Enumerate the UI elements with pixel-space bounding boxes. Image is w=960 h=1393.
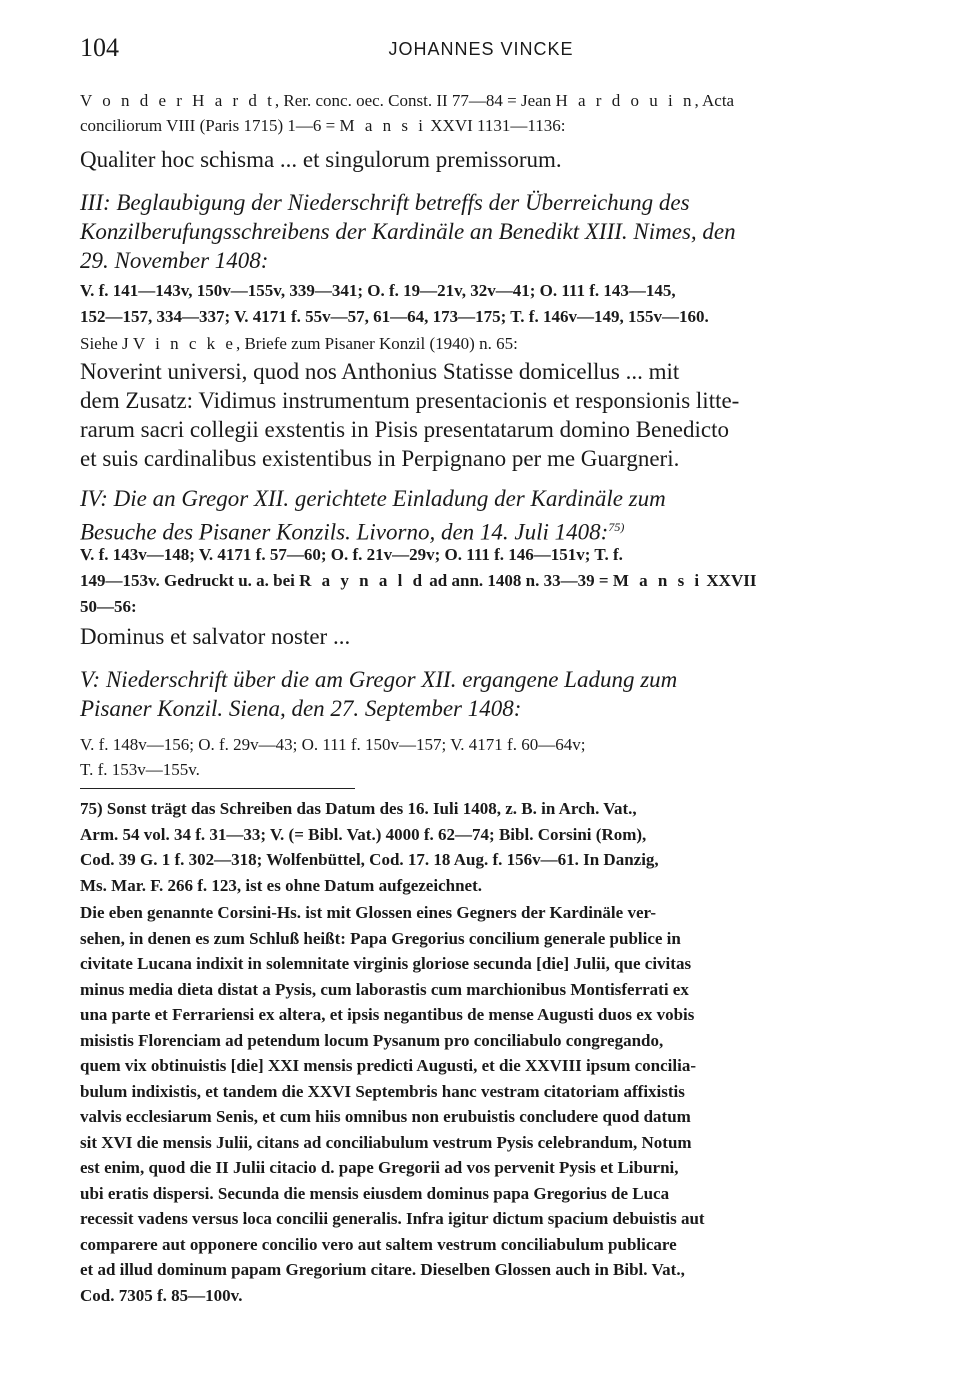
text-line (80, 542, 882, 568)
section-3-see-also (80, 331, 882, 356)
heading-line: IV: Die an Gregor XII. gerichtete Einladung der Kardinäle zum (80, 486, 666, 511)
footnote-paragraph (80, 900, 882, 1308)
text-line: est enim, quod die II Julii citacio d. pape Gregorii ad vos pervenit Pysis et Liburni, (80, 1158, 679, 1177)
text-line: recessit vadens versus loca concilii generalis. Infra igitur dictum spacium debuistis aut (80, 1209, 705, 1228)
text-line: rarum sacri collegii exstentis in Pisis presentatarum domino Benedicto (80, 417, 729, 442)
text-run: M a n s i (612, 571, 703, 590)
text-line: 152—157, 334—337; V. 4171 f. 55v—57, 61—64, 173—175; T. f. 146v—149, 155v—160. (80, 307, 709, 326)
section-3-heading (80, 188, 882, 275)
text-line: minus media dieta distat a Pysis, cum laborastis cum marchionibus Montisferrati ex (80, 979, 689, 999)
section-4-incipit: Dominus et salvator noster ... (80, 624, 351, 649)
section-4-heading (80, 484, 882, 547)
text-run: Siehe J (80, 334, 133, 353)
text-line: Cod. 39 G. 1 f. 302—318; Wolfenbüttel, Cod. 17. 18 Aug. f. 156v—61. In Danzig, (80, 850, 659, 869)
footnote-75 (80, 796, 882, 898)
text-run: , Briefe zum Pisaner Konzil (1940) n. 65: (235, 334, 518, 353)
text-line: Konzilberufungsschreibens der Kardinäle an Benedikt XIII. Nimes, den (80, 219, 736, 244)
text-run: V o n d e r H a r d t (80, 91, 275, 110)
text-run: R a y n a l d (299, 571, 426, 590)
text-line (80, 331, 882, 356)
text-run: , Acta (694, 91, 735, 110)
text-run: XXVI 1131—1136: (426, 116, 566, 135)
text-line: bulum indixistis, et tandem die XXVI Septembris hanc vestram citatoriam affixistis (80, 1081, 685, 1101)
page-header (80, 33, 882, 73)
footnote-rule (80, 788, 355, 789)
text-line: comparere aut opponere concilio vero aut saltem vestrum conciliabulum publicare (80, 1234, 677, 1254)
text-line: III: Beglaubigung der Niederschrift betreffs der Überreichung des (80, 190, 690, 215)
text-line: sit XVI die mensis Julii, citans ad conciliabulum vestrum Pysis celebrandum, Notum (80, 1132, 692, 1152)
footnote-mark: 75) (608, 520, 625, 534)
text-line: Noverint universi, quod nos Anthonius Statisse domicellus ... mit (80, 359, 680, 384)
text-line: civitate Lucana indixit in solemnitate virginis gloriose secunda [die] Julii, que civitas (80, 954, 692, 973)
heading-text: Besuche des Pisaner Konzils. Livorno, den 14. Juli 1408: (80, 519, 609, 545)
text-run: M a n s i (339, 116, 427, 135)
text-line: Arm. 54 vol. 34 f. 31—33; V. (= Bibl. Vat.) 4000 f. 62—74; Bibl. Corsini (Rom), (80, 824, 647, 844)
text-line: Cod. 7305 f. 85—100v. (80, 1285, 243, 1305)
text-line: sehen, in denen es zum Schluß heißt: Papa Gregorius concilium generale publice in (80, 928, 681, 948)
text-line (80, 594, 882, 620)
text-run: , Rer. conc. oec. Const. II 77—84 = Jean (274, 91, 556, 110)
text-line: et ad illud dominum papam Gregorium citare. Dieselben Glossen auch in Bibl. Vat., (80, 1260, 685, 1279)
text-run: H a r d o u i n (555, 91, 695, 110)
text-run: XXVII (702, 571, 757, 590)
text-line: V: Niederschrift über die am Gregor XII. ergangene Ladung zum (80, 667, 678, 692)
text-run: conciliorum VIII (Paris 1715) 1—6 = (80, 116, 340, 135)
text-line: V. f. 141—143v, 150v—155v, 339—341; O. f. 19—21v, 32v—41; O. 111 f. 143—145, (80, 281, 676, 300)
text-line: Die eben genannte Corsini-Hs. ist mit Glossen eines Gegners der Kardinäle ver- (80, 903, 657, 922)
text-line: V. f. 148v—156; O. f. 29v—43; O. 111 f. 150v—157; V. 4171 f. 60—64v; (80, 735, 586, 754)
text-line: et suis cardinalibus existentibus in Perpignano per me Guargneri. (80, 446, 680, 471)
text-run: ad ann. 1408 n. 33—39 = (425, 571, 613, 590)
text-line: Pisaner Konzil. Siena, den 27. September 1408: (80, 696, 522, 721)
running-head: JOHANNES VINCKE (388, 39, 574, 59)
text-line: ubi eratis dispersi. Secunda die mensis eiusdem dominus papa Gregorius de Luca (80, 1183, 670, 1203)
section-5-manuscripts (80, 732, 882, 782)
text-line: Ms. Mar. F. 266 f. 123, ist es ohne Datum aufgezeichnet. (80, 875, 482, 895)
text-line (80, 88, 882, 113)
text-line: 29. November 1408: (80, 248, 269, 273)
text-run: 50—56: (80, 597, 137, 616)
text-line: 75) Sonst trägt das Schreiben das Datum des 16. Iuli 1408, z. B. in Arch. Vat., (80, 799, 637, 818)
text-line (80, 568, 882, 594)
section-5-heading (80, 665, 882, 723)
text-line: T. f. 153v—155v. (80, 760, 200, 779)
text-line (80, 113, 882, 138)
text-run: V. f. 143v—148; V. 4171 f. 57—60; O. f. 21v—29v; O. 111 f. 146—151v; T. f. (80, 545, 623, 564)
text-line: quem vix obtinuistis [die] XXI mensis predicti Augusti, et die XXVIII ipsum concilia- (80, 1056, 696, 1075)
text-line: dem Zusatz: Vidimus instrumentum presentacionis et responsionis litte- (80, 388, 740, 413)
section-2-references (80, 88, 882, 138)
text-run: V i n c k e (132, 334, 236, 353)
section-4-manuscripts (80, 542, 882, 620)
page-number: 104 (80, 33, 119, 62)
section-2-incipit: Qualiter hoc schisma ... et singulorum premissorum. (80, 147, 562, 172)
section-3-text (80, 357, 882, 473)
text-run: 149—153v. Gedruckt u. a. bei (80, 571, 300, 590)
section-3-manuscripts (80, 278, 882, 330)
text-line: una parte et Ferrariensi ex altera, et ipsis negantibus de mense Augusti duos ex vobis (80, 1005, 695, 1024)
text-line: misistis Florenciam ad petendum locum Pysanum pro conciliabulo congregando, (80, 1030, 664, 1050)
text-line: valvis ecclesiarum Senis, et cum hiis omnibus non erubuistis concludere quod datum (80, 1107, 691, 1126)
